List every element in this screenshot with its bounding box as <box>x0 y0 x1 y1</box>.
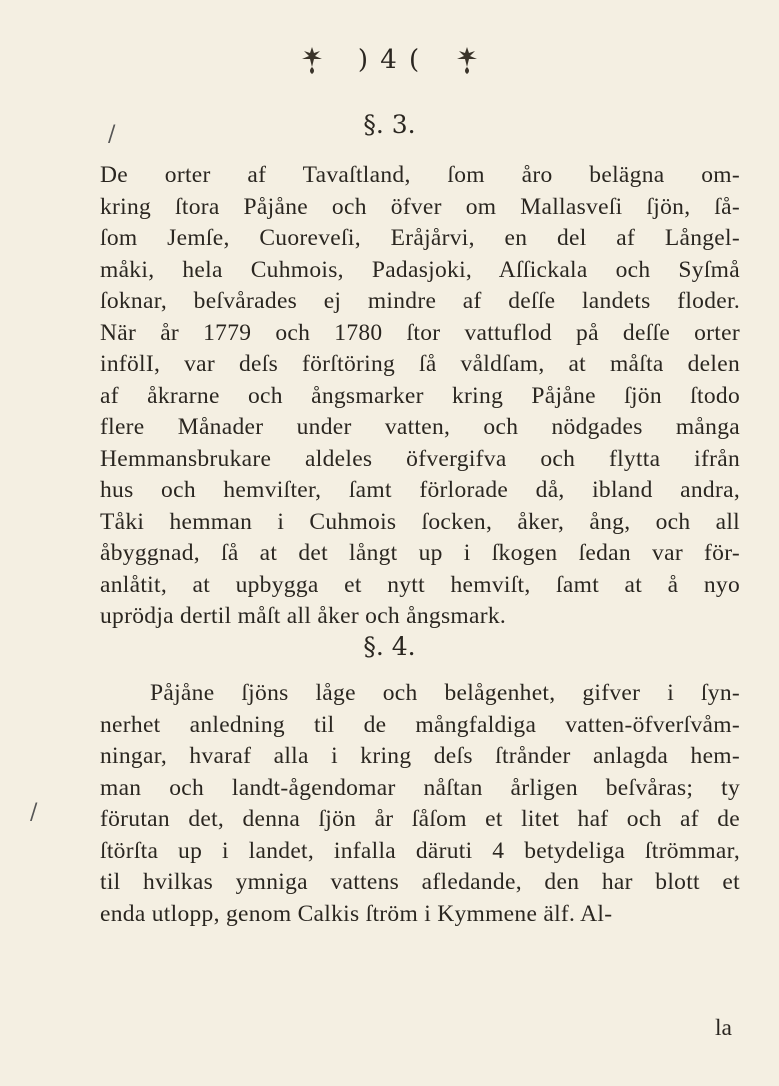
text-line: ſtörſta up i landet, infalla däruti 4 betydeliga ſtrömmar, <box>100 837 740 864</box>
text-line: När år 1779 och 1780 ſtor vattuflod på deſſe orter <box>100 319 740 346</box>
text-line: uprödja dertil måſt all åker och ångsmark. <box>100 603 507 629</box>
fleuron-icon <box>455 45 479 75</box>
text-line: ſoknar, beſvårades ej mindre af deſſe landets floder. <box>100 288 740 314</box>
text-line: De orter af Tavaſtland, ſom åro belägna om- <box>100 162 740 188</box>
text-line: hus och hemviſter, ſamt förlorade då, ibland andra, <box>100 477 740 503</box>
text-line: kring ſtora Påjåne och öfver om Mallasveſi ſjön, ſå- <box>100 193 740 220</box>
text-line: Tåki hemman i Cuhmois ſocken, åker, ång, och all <box>100 508 740 535</box>
text-line: ningar, hvaraf alla i kring deſs ſtrånder anlagda hem- <box>100 743 740 769</box>
text-line: af åkrarne och ångsmarker kring Påjåne ſjön ſtodo <box>100 382 740 409</box>
text-line: åbyggnad, ſå at det långt up i ſkogen ſedan var för- <box>100 540 740 566</box>
text-line: förutan det, denna ſjön år ſåſom et litet haf och af de <box>100 806 740 832</box>
section-heading-4: §. 4. <box>363 632 416 661</box>
text-line: måki, hela Cuhmois, Padasjoki, Aſſickala och Syſmå <box>100 256 740 283</box>
margin-mark-top: / <box>108 122 116 147</box>
margin-mark-mid: / <box>30 800 38 825</box>
text-line: infölI, var deſs förſtöring ſå våldſam, at måſta delen <box>100 351 740 377</box>
fleuron-icon <box>300 45 324 75</box>
text-line: flere Månader under vatten, och nödgades många <box>100 414 740 440</box>
text-line: Påjåne ſjöns låge och belågenhet, gifver i ſyn- <box>150 680 740 706</box>
section-3-text <box>100 160 740 633</box>
catchword: la <box>715 1015 732 1041</box>
text-line: enda utlopp, genom Calkis ſtröm i Kymmene älf. Al- <box>100 900 613 927</box>
text-line: man och landt-ågendomar nåſtan årligen beſvåras; ty <box>100 774 740 801</box>
page-header <box>0 44 779 75</box>
text-line: til hvilkas ymniga vattens afledande, den har blott et <box>100 869 740 895</box>
text-line: anlåtit, at upbygga et nytt hemviſt, ſamt at å nyo <box>100 571 740 598</box>
text-line: nerhet anledning til de mångfaldiga vatten-öfverſvåm- <box>100 711 740 738</box>
section-heading-3: §. 3. <box>363 110 416 139</box>
page-number: ) 4 ( <box>357 45 422 75</box>
text-line: Hemmansbrukare aldeles öfvergifva och flytta ifrån <box>100 445 740 472</box>
text-line: ſom Jemſe, Cuoreveſi, Eråjårvi, en del af Långel- <box>100 225 740 251</box>
section-4-text <box>100 678 740 930</box>
